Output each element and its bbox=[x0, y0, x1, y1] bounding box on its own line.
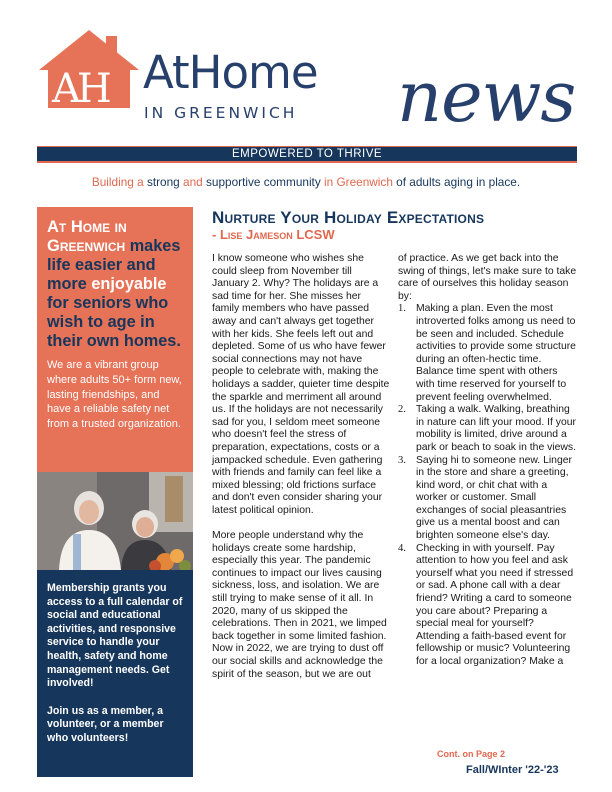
logo-house-icon bbox=[38, 28, 140, 108]
brand-location: IN GREENWICH bbox=[144, 104, 298, 122]
tips-list bbox=[398, 303, 578, 668]
article-title: Nurture Your Holiday Expectations bbox=[212, 208, 485, 227]
article-paragraph: More people understand why the holidays create some hardship, especially this year. The pandemic continues to impact our lives causing sickness, loss, and isolation. We are still trying to make sense of it all. In 2020, many of us skipped the celebrations. Then in 2021, we limped back together in some limited fashion. Now in 2022, we are trying to dust off our social skills and acknowledge the spirit of the season, but we are out bbox=[212, 530, 387, 680]
article-paragraph: I know someone who wishes she could sleep from November till January 2. Why? The holidays are a sad time for her. She misses her family members who have passed away and can't always get together with her kids. She feels left out and depleted. Some of us who have fewer social connections may not have people to celebrate with, making the holidays a sadder, quieter time despite the sparkle and merriment all around us. If the holidays are not necessarily sad for you, I seldom meet someone who doesn't feel the stress of preparation, expectations, costs or a jampacked schedule. Even gathering with friends and family can feel like a mixed blessing; old frictions surface and don't even consider sharing your latest political opinion. bbox=[212, 253, 390, 516]
continued-link[interactable]: Cont. on Page 2 bbox=[437, 749, 506, 759]
tagline-bar: EMPOWERED TO THRIVE bbox=[37, 146, 577, 163]
sidebar-intro-text: We are a vibrant group where adults 50+ form new, lasting friendships, and have a reliable safety net from a trusted organization. bbox=[47, 359, 182, 431]
article-paragraph: of practice. As we get back into the swing of things, let's make sure to take care of ourselves this holiday season by: bbox=[398, 253, 577, 302]
membership-text: Membership grants you access to a full calendar of social and educational activities, and responsive service to handle your health, safety and home management needs. Get involved! bbox=[47, 582, 183, 690]
list-item: 3. Saying hi to someone new. Linger in the store and share a greeting, kind word, or chit chat with a worker or customer. Small exchanges of social pleasantries give us a mental boost and can brighten someone else's day. bbox=[398, 454, 572, 542]
logo-monogram: AH bbox=[52, 66, 108, 108]
list-item: 4. Checking in with yourself. Pay attention to how you feel and ask yourself what you need if stressed or sad. A phone call with a dear friend? Writing a card to someone you care about? Preparing a special meal for yourself? Attending a faith-based event for fellowship or music? Volunteering for a local organization? Make a bbox=[398, 542, 574, 667]
join-text: Join us as a member, a volunteer, or a member who volunteers! bbox=[47, 704, 164, 744]
brand-name: AtHome bbox=[143, 46, 318, 99]
article-column-right bbox=[398, 253, 578, 669]
list-item: 2. Taking a walk. Walking, breathing in nature can lift your mood. If your mobility is limited, drive around a park or beach to soak in the views. bbox=[398, 404, 576, 453]
sidebar-org-line1: At Home in bbox=[47, 218, 127, 236]
subtitle: Building a strong and supportive community in Greenwich of adults aging in place. bbox=[91, 175, 521, 189]
sidebar-membership-panel bbox=[37, 570, 193, 777]
seniors-photo bbox=[37, 472, 193, 570]
masthead-title: news bbox=[397, 56, 576, 138]
sidebar-headline: Greenwich makes life easier and more enjoyable for seniors who wish to age in their own homes. bbox=[47, 237, 181, 350]
sidebar-intro-panel bbox=[37, 207, 193, 472]
article-byline: - Lise Jameson LCSW bbox=[212, 227, 335, 242]
article-column-left bbox=[212, 253, 390, 681]
issue-label: Fall/WInter '22-'23 bbox=[466, 764, 559, 776]
list-item: 1. Making a plan. Even the most introverted folks among us need to be seen and included. Schedule activities to provide some structure during an often-hectic time. Balance time spent with others with time reserved for yourself to prevent feeling overwhelmed. bbox=[398, 303, 576, 403]
